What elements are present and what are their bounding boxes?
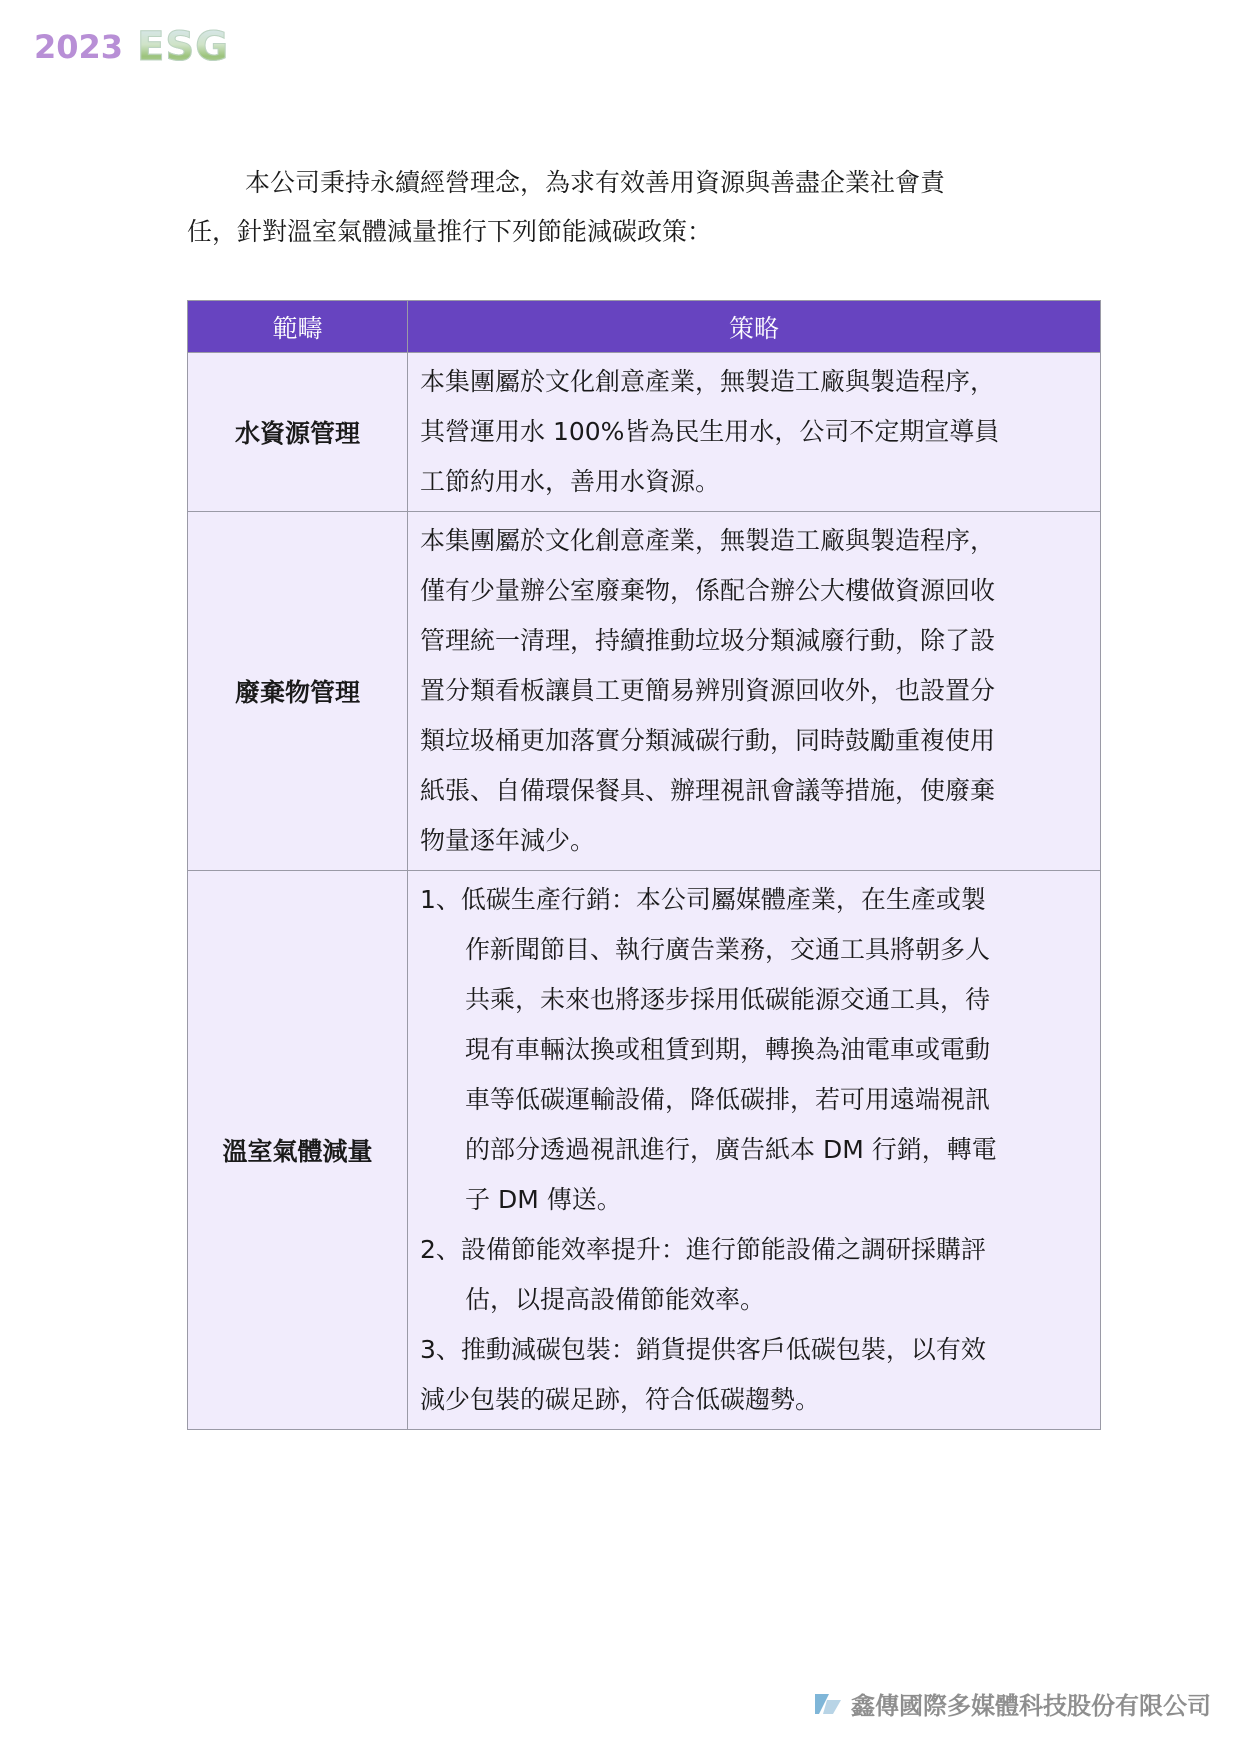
list-item-2: 2、設備節能效率提升：進行節能設備之調研採購評 [420, 1235, 986, 1264]
strategy-line: 置分類看板讓員工更簡易辨別資源回收外，也設置分 [420, 676, 996, 705]
scope-water: 水資源管理 [188, 353, 408, 512]
table-row [188, 353, 1101, 512]
strategy-line: 本集團屬於文化創意產業，無製造工廠與製造程序， [420, 526, 996, 555]
scope-waste: 廢棄物管理 [188, 512, 408, 871]
list-item-1-cont: 子 DM 傳送。 [465, 1185, 622, 1214]
strategy-ghg [408, 871, 1101, 1430]
policy-table [187, 300, 1101, 1430]
list-item-1-cont: 共乘，未來也將逐步採用低碳能源交通工具，待 [465, 985, 991, 1014]
strategy-waste [408, 512, 1101, 871]
company-logo-icon [813, 1690, 843, 1718]
strategy-line: 僅有少量辦公室廢棄物，係配合辦公大樓做資源回收 [420, 576, 996, 605]
strategy-line: 工節約用水，善用水資源。 [420, 467, 721, 496]
report-logo [34, 22, 229, 72]
company-name: 鑫傳國際多媒體科技股份有限公司 [851, 1692, 1211, 1720]
list-item-3-cont: 減少包裝的碳足跡，符合低碳趨勢。 [420, 1385, 821, 1414]
list-item-2-cont: 估，以提高設備節能效率。 [465, 1285, 766, 1314]
strategy-water [408, 353, 1101, 512]
list-item-3: 3、推動減碳包裝：銷貨提供客戶低碳包裝，以有效 [420, 1335, 986, 1364]
header-scope: 範疇 [188, 301, 408, 353]
list-item-1-cont: 車等低碳運輸設備，降低碳排，若可用遠端視訊 [465, 1085, 991, 1114]
logo-year: 2023 [34, 28, 124, 66]
strategy-line: 其營運用水 100%皆為民生用水，公司不定期宣導員 [420, 417, 1000, 446]
table-header-row [188, 301, 1101, 353]
strategy-line: 類垃圾桶更加落實分類減碳行動，同時鼓勵重複使用 [420, 726, 996, 755]
strategy-line: 物量逐年減少。 [420, 826, 596, 855]
scope-ghg: 溫室氣體減量 [188, 871, 408, 1430]
list-item-1-cont: 現有車輛汰換或租賃到期，轉換為油電車或電動 [465, 1035, 991, 1064]
header-strategy: 策略 [408, 301, 1101, 353]
strategy-line: 紙張、自備環保餐具、辦理視訊會議等措施，使廢棄 [420, 776, 996, 805]
intro-paragraph [187, 158, 1067, 256]
footer-brand [813, 1686, 1211, 1721]
strategy-line: 管理統一清理，持續推動垃圾分類減廢行動，除了設 [420, 626, 996, 655]
strategy-line: 本集團屬於文化創意產業，無製造工廠與製造程序， [420, 367, 996, 396]
intro-line-2: 任，針對溫室氣體減量推行下列節能減碳政策： [187, 217, 713, 246]
list-item-1-cont: 作新聞節目、執行廣告業務，交通工具將朝多人 [465, 935, 991, 964]
table-row [188, 512, 1101, 871]
list-item-1-cont: 的部分透過視訊進行，廣告紙本 DM 行銷，轉電 [465, 1135, 997, 1164]
table-row [188, 871, 1101, 1430]
intro-line-1: 本公司秉持永續經營理念，為求有效善用資源與善盡企業社會責 [245, 168, 946, 197]
list-item-1: 1、低碳生產行銷：本公司屬媒體產業，在生產或製 [420, 885, 986, 914]
logo-esg: ESG [137, 24, 230, 70]
